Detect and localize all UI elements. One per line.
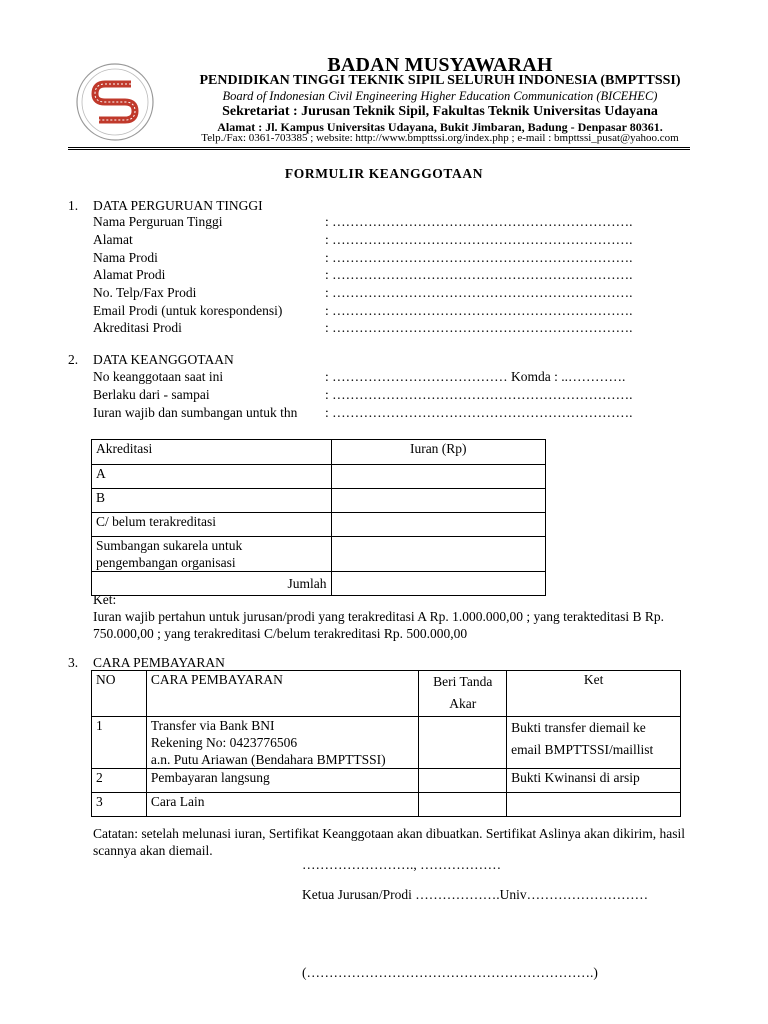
section-number: 3. bbox=[68, 655, 79, 670]
table-cell: 2 bbox=[92, 769, 147, 793]
section-title: CARA PEMBAYARAN bbox=[93, 655, 225, 670]
field-value[interactable]: : …………………………………………………………. bbox=[325, 214, 633, 229]
field-label: Email Prodi (untuk korespondensi) bbox=[93, 303, 283, 318]
field-value[interactable]: : …………………………………………………………. bbox=[325, 232, 633, 247]
field-label: Akreditasi Prodi bbox=[93, 320, 182, 335]
section-number: 2. bbox=[68, 352, 79, 367]
field-label: Alamat bbox=[93, 232, 133, 247]
table-cell bbox=[146, 717, 418, 769]
payment-method-line: a.n. Putu Ariawan (Bendahara BMPTTSSI) bbox=[150, 752, 386, 767]
table-header: NO bbox=[92, 671, 147, 717]
univ-label: Univ bbox=[499, 887, 527, 902]
table-total-input[interactable] bbox=[331, 572, 545, 596]
univ-dots[interactable]: ……………………… bbox=[526, 887, 649, 902]
ket-line: email BMPTTSSI/maillist bbox=[511, 742, 654, 757]
table-cell: B bbox=[92, 489, 332, 513]
section-title: DATA KEANGGOTAAN bbox=[93, 352, 234, 367]
form-title: FORMULIR KEANGGOTAAN bbox=[284, 166, 484, 181]
table-cell: 1 bbox=[92, 717, 147, 769]
payment-method-line: Transfer via Bank BNI bbox=[150, 718, 275, 733]
signature-line bbox=[302, 886, 648, 904]
table-cell-input[interactable] bbox=[331, 537, 545, 572]
header-rule bbox=[68, 149, 690, 150]
payment-method-line: Rekening No: 0423776506 bbox=[150, 735, 298, 750]
field-value[interactable]: : …………………………………………………………. bbox=[325, 267, 633, 282]
table-header: Akreditasi bbox=[92, 440, 332, 465]
checkmark-cell[interactable] bbox=[419, 717, 507, 769]
table-header: Iuran (Rp) bbox=[331, 440, 545, 465]
address: Alamat : Jl. Kampus Universitas Udayana, Bukit Jimbaran, Badung - Denpasar 80361. bbox=[217, 120, 663, 134]
field-label: Alamat Prodi bbox=[93, 267, 166, 282]
field-label: Iuran wajib dan sumbangan untuk thn bbox=[93, 405, 298, 420]
payment-table bbox=[91, 670, 681, 817]
field-value[interactable]: : …………………………………………………………. bbox=[325, 303, 633, 318]
contact-info: Telp./Fax: 0361-703385 ; website: http://www.bmpttssi.org/index.php ; e-mail : bmpttssi_pusat@yahoo.com bbox=[201, 132, 679, 144]
section-number: 1. bbox=[68, 198, 79, 213]
table-cell bbox=[146, 793, 418, 817]
table-header: CARA PEMBAYARAN bbox=[146, 671, 418, 717]
bmpttssi-logo bbox=[75, 62, 155, 142]
table-cell: A bbox=[92, 465, 332, 489]
table-cell: Sumbangan sukarela untuk pengembangan organisasi bbox=[92, 537, 332, 572]
table-header: Ket bbox=[507, 671, 681, 717]
ketua-dots[interactable]: ………………. bbox=[411, 887, 500, 902]
table-cell bbox=[146, 769, 418, 793]
org-name: BADAN MUSYAWARAH bbox=[327, 54, 553, 76]
payment-method-line: Cara Lain bbox=[150, 794, 205, 809]
table-cell bbox=[507, 769, 681, 793]
org-english-name: Board of Indonesian Civil Engineering Higher Education Communication (BICEHEC) bbox=[222, 89, 658, 103]
ket-line: Bukti transfer diemail ke bbox=[511, 720, 646, 735]
field-label: No keanggotaan saat ini bbox=[93, 369, 224, 384]
iuran-table bbox=[91, 439, 546, 596]
field-value[interactable]: : …………………………………………………………. bbox=[325, 387, 633, 402]
ket-label: Ket: bbox=[93, 592, 117, 607]
org-full-name: PENDIDIKAN TINGGI TEKNIK SIPIL SELURUH INDONESIA (BMPTTSSI) bbox=[199, 73, 681, 88]
checkmark-cell[interactable] bbox=[419, 769, 507, 793]
catatan-note: Catatan: setelah melunasi iuran, Sertifikat Keanggotaan akan dibuatkan. Sertifikat Aslinya akan dikirim, hasil scannya akan diemail. bbox=[93, 826, 685, 858]
signatory-name-line[interactable]: (……………………………………………………….) bbox=[302, 965, 598, 980]
secretariat: Sekretariat : Jurusan Teknik Sipil, Fakultas Teknik Universitas Udayana bbox=[222, 104, 658, 119]
field-value[interactable]: : ………………………………… Komda : ..…………. bbox=[325, 369, 626, 384]
field-value[interactable]: : …………………………………………………………. bbox=[325, 320, 633, 335]
place-date-line[interactable]: ……………………., ……………… bbox=[302, 857, 502, 872]
checkmark-cell[interactable] bbox=[419, 793, 507, 817]
field-label: No. Telp/Fax Prodi bbox=[93, 285, 197, 300]
table-cell bbox=[507, 717, 681, 769]
field-value[interactable]: : …………………………………………………………. bbox=[325, 285, 633, 300]
ket-text: Iuran wajib pertahun untuk jurusan/prodi yang terakreditasi A Rp. 1.000.000,00 ; yang terakteditasi B Rp. 750.000,00 ; yang terakreditasi C/belum terakreditasi Rp. 500.000,00 bbox=[93, 609, 665, 641]
header-rule bbox=[68, 147, 690, 148]
table-cell-input[interactable] bbox=[331, 489, 545, 513]
section-title: DATA PERGURUAN TINGGI bbox=[93, 198, 263, 213]
field-label: Nama Perguruan Tinggi bbox=[93, 214, 223, 229]
field-value[interactable]: : …………………………………………………………. bbox=[325, 250, 633, 265]
field-label: Nama Prodi bbox=[93, 250, 158, 265]
table-cell bbox=[507, 793, 681, 817]
table-cell: C/ belum terakreditasi bbox=[92, 513, 332, 537]
table-cell: 3 bbox=[92, 793, 147, 817]
field-label: Berlaku dari - sampai bbox=[93, 387, 210, 402]
table-cell-input[interactable] bbox=[331, 513, 545, 537]
payment-method-line: Pembayaran langsung bbox=[150, 770, 270, 785]
ketua-label: Ketua Jurusan/Prodi bbox=[302, 887, 412, 902]
table-cell-input[interactable] bbox=[331, 465, 545, 489]
table-header: Beri Tanda Akar bbox=[419, 671, 507, 717]
ket-line: Bukti Kwinansi di arsip bbox=[511, 770, 640, 785]
table-total-label: Jumlah bbox=[92, 572, 332, 596]
field-value[interactable]: : …………………………………………………………. bbox=[325, 405, 633, 420]
